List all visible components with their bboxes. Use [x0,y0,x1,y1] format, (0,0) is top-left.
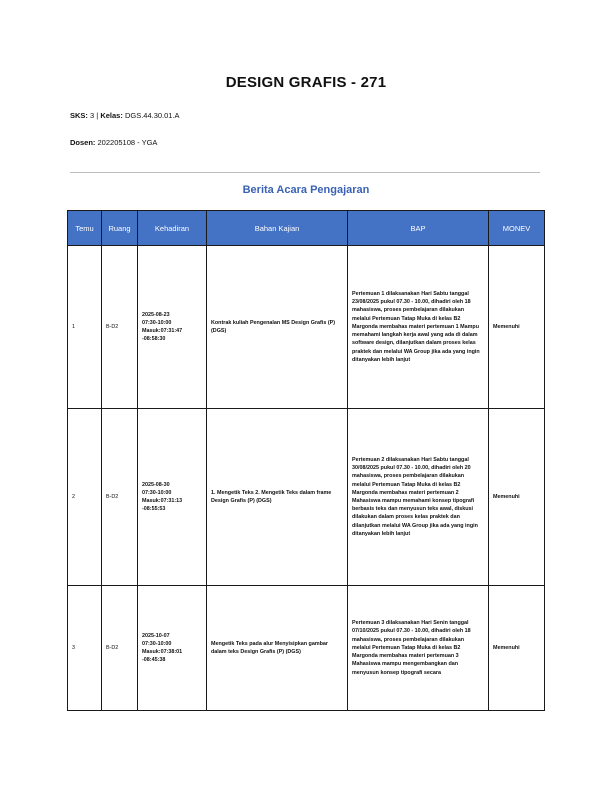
meta-separator: | [96,111,99,120]
table-header-row [68,211,545,246]
col-header-kehadiran: Kehadiran [138,211,207,246]
dosen-value: 202205108 - YGA [97,138,158,147]
cell-bap: Pertemuan 3 dilaksanakan Hari Senin tanggal 07/10/2025 pukul 07.30 - 10.00, dihadiri oleh 18 mahasiswa, proses pembelajaran dilakukan melalui Pertemuan Tatap Muka di kelas B2 Margonda membahas materi pertemuan 3 Mahasiswa mampu mengembangkan dan menyusun konsep tipografi secara [348,586,489,711]
kehadiran-schedule: 07:30-10:00 [142,489,172,496]
cell-bahan-kajian: Mengetik Teks pada alur Menyisipkan gambar dalam teks Design Grafis (P) (DGS) [207,586,348,711]
col-header-bahan-kajian: Bahan Kajian [207,211,348,246]
meta-dosen [70,138,157,147]
cell-monev: Memenuhi [489,246,545,409]
kehadiran-date: 2025-08-23 [142,311,170,318]
bap-table [67,210,545,711]
kehadiran-keluar: -08:45:38 [142,657,166,664]
cell-monev: Memenuhi [489,409,545,586]
kelas-label: Kelas: [100,111,123,120]
cell-bahan-kajian: 1. Mengetik Teks 2. Mengetik Teks dalam frame Design Grafis (P) (DGS) [207,409,348,586]
page-title: DESIGN GRAFIS - 271 [225,74,387,91]
divider [70,172,540,173]
kehadiran-date: 2025-10-07 [142,632,170,639]
cell-ruang: B-D2 [102,586,138,711]
kehadiran-masuk: Masuk:07:31:13 [142,498,183,504]
kehadiran-keluar: -08:58:30 [142,336,166,343]
kehadiran-keluar: -08:55:53 [142,506,166,513]
section-title: Berita Acara Pengajaran [242,184,370,196]
table-row [68,246,545,409]
sks-label: SKS: [70,111,88,120]
cell-bahan-kajian: Kontrak kuliah Pengenalan MS Design Grafis (P) (DGS) [207,246,348,409]
cell-kehadiran [138,409,207,586]
cell-monev: Memenuhi [489,586,545,711]
cell-bap: Pertemuan 1 dilaksanakan Hari Sabtu tanggal 23/08/2025 pukul 07.30 - 10.00, dihadiri oleh 18 mahasiswa, proses pembelajaran dilakukan melalui Pertemuan Tatap Muka di kelas B2 Margonda membahas materi pertemuan 1 Mampu memahami langkah kerja awal yang ada di dalam software design, dilanjutkan dalam proses kelas praktek dan melalui WA Group jika ada yang ingin ditanyakan lebih lanjut [348,246,489,409]
kehadiran-masuk: Masuk:07:31:47 [142,328,183,334]
table-row [68,409,545,586]
cell-temu: 1 [68,246,102,409]
col-header-temu: Temu [68,211,102,246]
kehadiran-schedule: 07:30-10:00 [142,640,172,647]
kehadiran-date: 2025-08-30 [142,481,170,488]
table-row [68,586,545,711]
cell-kehadiran [138,586,207,711]
sks-value: 3 [90,111,95,120]
cell-kehadiran [138,246,207,409]
cell-ruang: B-D2 [102,246,138,409]
cell-ruang: B-D2 [102,409,138,586]
col-header-monev: MONEV [489,211,545,246]
cell-bap: Pertemuan 2 dilaksanakan Hari Sabtu tanggal 30/08/2025 pukul 07.30 - 10.00, dihadiri oleh 20 mahasiswa, proses pembelajaran dilakukan melalui Pertemuan Tatap Muka di kelas B2 Margonda membahas materi pertemuan 2 Mahasiswa mampu memahami konsep tipografi berbasis teks dan menyusun teks awal, diskusi dilakukan dalam proses kelas praktek dan dilanjutkan melalui WA Group jika ada yang ingin ditanyakan lebih lanjut [348,409,489,586]
cell-temu: 3 [68,586,102,711]
kelas-value: DGS.44.30.01.A [124,111,180,120]
cell-temu: 2 [68,409,102,586]
meta-sks-kelas [70,111,180,120]
col-header-ruang: Ruang [102,211,138,246]
dosen-label: Dosen: [70,138,96,147]
kehadiran-schedule: 07:30-10:00 [142,319,172,326]
col-header-bap: BAP [348,211,489,246]
kehadiran-masuk: Masuk:07:38:01 [142,649,183,655]
